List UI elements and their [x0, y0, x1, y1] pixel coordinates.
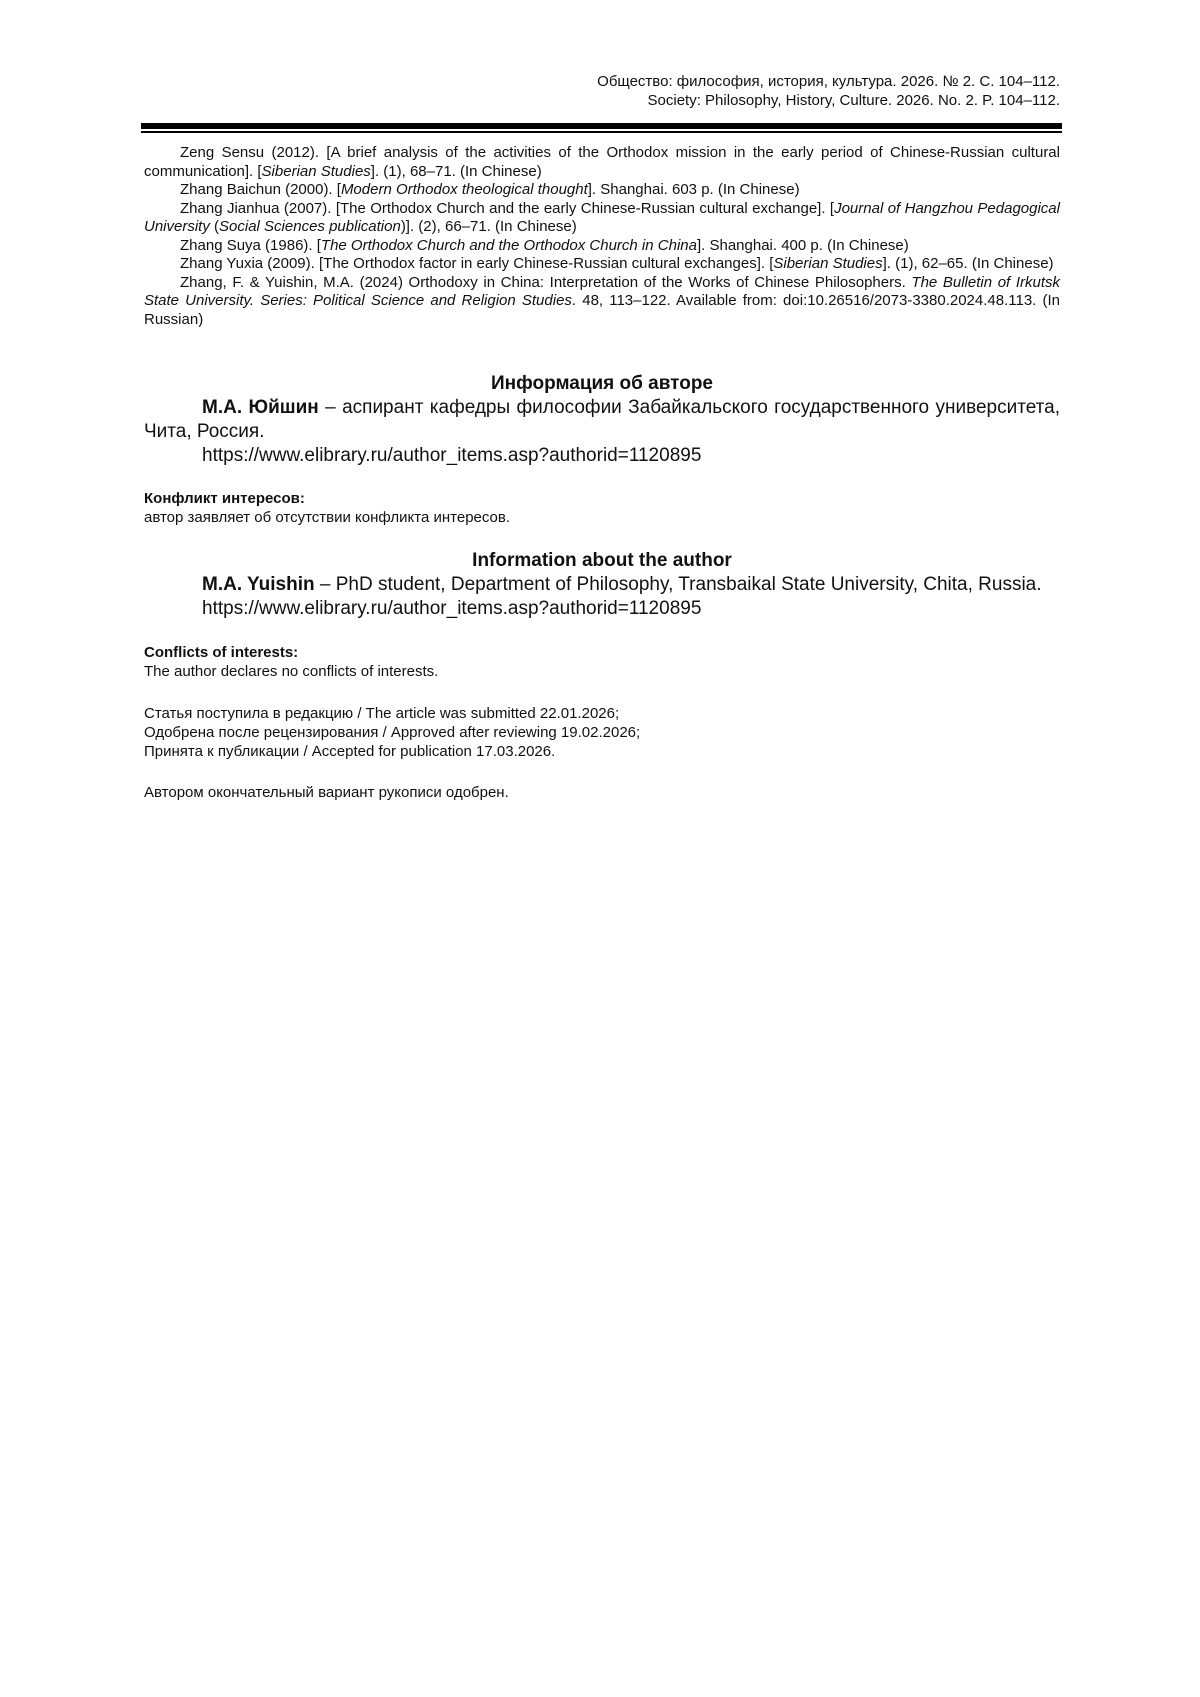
journal-header-en: Society: Philosophy, History, Culture. 2026. No. 2. P. 104–112. — [647, 92, 1060, 109]
author-url-en: https://www.elibrary.ru/author_items.asp?authorid=1120895 — [202, 598, 702, 619]
journal-header-ru: Общество: философия, история, культура. 2026. № 2. С. 104–112. — [597, 73, 1060, 90]
conflict-text-en: The author declares no conflicts of interests. — [144, 663, 439, 680]
author-description-ru: М.А. Юйшин – аспирант кафедры философии Забайкальского государственного университета, Чита, Россия. — [144, 397, 1060, 442]
date-accepted: Принята к публикации / Accepted for publication 17.03.2026. — [144, 743, 556, 760]
conflict-section-ru — [144, 489, 1060, 527]
author-description-en: M.A. Yuishin – PhD student, Department of Philosophy, Transbaikal State University, Chita, Russia. — [202, 574, 1042, 595]
conflict-text-ru: автор заявляет об отсутствии конфликта интересов. — [144, 509, 511, 526]
reference-item: Zeng Sensu (2012). [A brief analysis of the activities of the Orthodox mission in the early period of Chinese-Russian cultural communication]. [Siberian Studies]. (1), 68–71. (In Chinese) — [144, 144, 1060, 180]
header-rule-thick — [141, 123, 1062, 129]
final-note: Автором окончательный вариант рукописи одобрен. — [144, 784, 509, 801]
publication-dates — [144, 704, 1060, 761]
reference-item: Zhang Baichun (2000). [Modern Orthodox theological thought]. Shanghai. 603 p. (In Chinese) — [180, 181, 800, 198]
reference-item: Zhang, F. & Yuishin, M.A. (2024) Orthodoxy in China: Interpretation of the Works of Chinese Philosophers. The Bulletin of Irkutsk State University. Series: Political Science and Religion Studies. 48, 113–122. Available from: doi:10.26516/2073-3380.2024.48.113. (In Russian) — [144, 273, 1060, 328]
header-rule-thin — [141, 131, 1062, 133]
reference-item: Zhang Jianhua (2007). [The Orthodox Church and the early Chinese-Russian cultural exchange]. [Journal of Hangzhou Pedagogical University (Social Sciences publication)]. (2), 66–71. (In Chinese) — [144, 199, 1060, 235]
conflict-label-ru: Конфликт интересов: — [144, 490, 305, 507]
author-name-en: M.A. Yuishin — [202, 574, 315, 595]
author-info-en — [144, 573, 1060, 621]
conflict-label-en: Conflicts of interests: — [144, 644, 299, 661]
reference-list — [144, 144, 1060, 329]
author-info-ru — [144, 396, 1060, 468]
date-submitted: Статья поступила в редакцию / The article was submitted 22.01.2026; — [144, 705, 620, 722]
conflict-section-en — [144, 643, 1060, 681]
author-info-title-ru: Информация об авторе — [490, 373, 714, 394]
author-info-title-en: Information about the author — [472, 550, 732, 571]
reference-item: Zhang Suya (1986). [The Orthodox Church and the Orthodox Church in China]. Shanghai. 400 p. (In Chinese) — [180, 236, 909, 254]
author-name-ru: М.А. Юйшин — [202, 397, 319, 418]
author-url-ru: https://www.elibrary.ru/author_items.asp?authorid=1120895 — [202, 445, 702, 466]
date-approved: Одобрена после рецензирования / Approved after reviewing 19.02.2026; — [144, 724, 641, 741]
reference-item: Zhang Yuxia (2009). [The Orthodox factor in early Chinese-Russian cultural exchanges]. [Siberian Studies]. (1), 62–65. (In Chinese) — [180, 255, 1054, 272]
journal-header — [144, 72, 1060, 110]
